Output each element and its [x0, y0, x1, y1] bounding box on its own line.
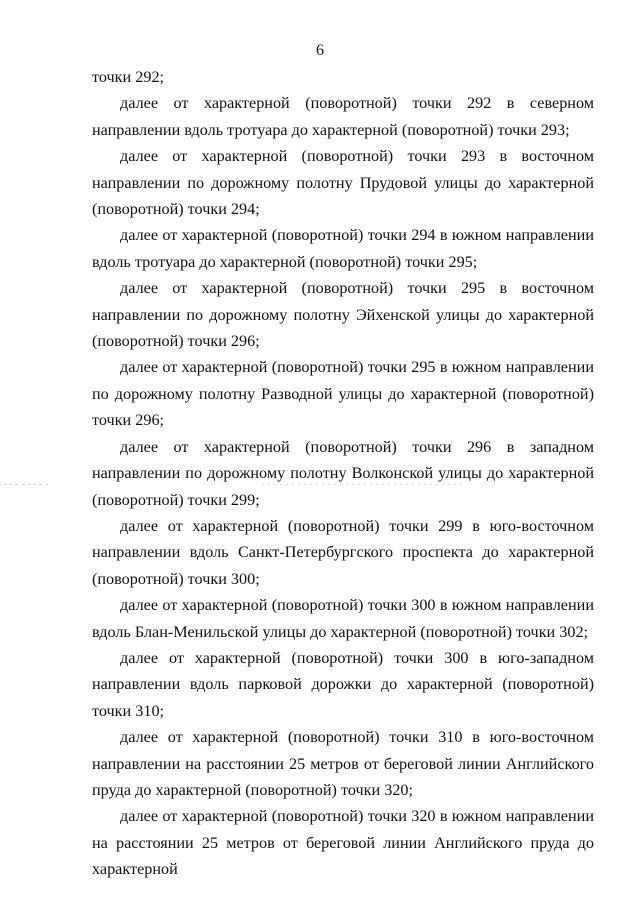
paragraph: далее от характерной (поворотной) точки 310 в юго-восточном направлении на расстоянии 25 метров от береговой линии Английского пруда до характерной (поворотной) точки 320;	[92, 728, 594, 799]
paragraph: далее от характерной (поворотной) точки 320 в южном направлении на расстоянии 25 метров от береговой линии Английского пруда до характерной	[92, 807, 594, 879]
paragraph: далее от характерной (поворотной) точки 293 в восточном направлении по дорожному полотну Прудовой улицы до характерной (поворотной) точки 294;	[92, 147, 594, 219]
document-body	[92, 64, 594, 883]
page-number: 6	[316, 42, 324, 59]
paragraph: далее от характерной (поворотной) точки 292 в северном направлении вдоль тротуара до характерной (поворотной) точки 293;	[92, 94, 594, 139]
paragraph: точки 292;	[92, 68, 165, 86]
paragraph: далее от характерной (поворотной) точки 300 в юго-западном направлении вдоль парковой дорожки до характерной (поворотной) точки 310;	[92, 648, 594, 720]
paragraph: далее от характерной (поворотной) точки 294 в южном направлении вдоль тротуара до характерной (поворотной) точки 295;	[92, 226, 594, 271]
paragraph: далее от характерной (поворотной) точки 295 в южном направлении по дорожному полотну Разводной улицы до характерной (поворотной) точки 296;	[92, 358, 594, 430]
scan-artifact-line	[4, 484, 48, 485]
paragraph: далее от характерной (поворотной) точки 299 в юго-восточном направлении вдоль Санкт-Петербургского проспекта до характерной (поворотной) точки 300;	[92, 516, 594, 588]
paragraph: далее от характерной (поворотной) точки 300 в южном направлении вдоль Блан-Менильской улицы до характерной (поворотной) точки 302;	[92, 596, 594, 641]
paragraph: далее от характерной (поворотной) точки 295 в восточном направлении по дорожному полотну Эйхенской улицы до характерной (поворотной) точки 296;	[92, 279, 594, 351]
paragraph: далее от характерной (поворотной) точки 296 в западном направлении по дорожному полотну Волконской улицы до характерной (поворотной) точки 299;	[92, 437, 594, 509]
